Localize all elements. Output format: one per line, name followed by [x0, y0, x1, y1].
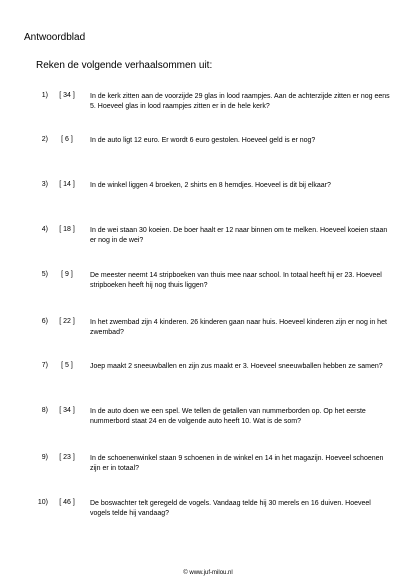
problem-3	[0, 181, 416, 211]
problem-answer: [ 5 ]	[61, 362, 73, 369]
problem-answer: [ 34 ]	[59, 407, 75, 414]
instruction-text: Reken de volgende verhaalsommen uit:	[36, 60, 213, 71]
problem-8	[0, 407, 416, 437]
problem-6	[0, 318, 416, 348]
problem-number: 8)	[41, 407, 48, 414]
problem-answer: [ 34 ]	[59, 92, 75, 99]
problem-answer: [ 23 ]	[59, 454, 75, 461]
problem-2	[0, 136, 416, 166]
problem-number: 4)	[41, 226, 48, 233]
problem-text: In de winkel liggen 4 broeken, 2 shirts en 8 hemdjes. Hoeveel is dit bij elkaar?	[90, 182, 331, 189]
page-title: Antwoordblad	[24, 32, 86, 43]
problem-text: In de wei staan 30 koeien. De boer haalt er 12 naar binnen om te melken. Hoeveel koeien staan er nog in de wei?	[90, 227, 388, 244]
problem-text: In de kerk zitten aan de voorzijde 29 glas in lood raampjes. Aan de achterzijde zitten er nog eens 5. Hoeveel glas in lood raampjes zitten er in de hele kerk?	[90, 93, 390, 110]
problem-answer: [ 6 ]	[61, 136, 73, 143]
problem-text: Joep maakt 2 sneeuwballen en zijn zus maakt er 3. Hoeveel sneeuwballen hebben ze samen?	[90, 363, 383, 370]
problem-text: De meester neemt 14 stripboeken van thuis mee naar school. In totaal heeft hij er 23. Hoeveel stripboeken heeft hij nog thuis liggen?	[90, 272, 382, 289]
problem-number: 10)	[37, 499, 48, 506]
problem-text: De boswachter telt geregeld de vogels. Vandaag telde hij 30 merels en 16 duiven. Hoeveel vogels telde hij vandaag?	[90, 500, 371, 517]
problem-answer: [ 18 ]	[59, 226, 75, 233]
footer-credit: © www.juf-milou.nl	[183, 570, 233, 576]
problem-text: In de auto doen we een spel. We tellen de getallen van nummerborden op. Op het eerste nummerbord staat 24 en de volgende auto heeft 10. Wat is de som?	[90, 408, 366, 425]
problem-answer: [ 9 ]	[61, 271, 73, 278]
problem-number: 3)	[41, 181, 48, 188]
problem-7	[0, 362, 416, 392]
problem-number: 9)	[41, 454, 48, 461]
problem-answer: [ 46 ]	[59, 499, 75, 506]
problem-number: 7)	[41, 362, 48, 369]
problem-9	[0, 454, 416, 484]
problem-number: 6)	[41, 318, 48, 325]
problem-text: In de schoenenwinkel staan 9 schoenen in de winkel en 14 in het magazijn. Hoeveel schoenen zijn er in totaal?	[90, 455, 384, 472]
problem-1	[0, 92, 416, 122]
problem-10	[0, 499, 416, 529]
problem-5	[0, 271, 416, 301]
problem-number: 5)	[41, 271, 48, 278]
problem-text: In het zwembad zijn 4 kinderen. 26 kinderen gaan naar huis. Hoeveel kinderen zijn er nog in het zwembad?	[90, 319, 387, 336]
problem-text: In de auto ligt 12 euro. Er wordt 6 euro gestolen. Hoeveel geld is er nog?	[90, 137, 316, 144]
problem-number: 2)	[41, 136, 48, 143]
problem-answer: [ 22 ]	[59, 318, 75, 325]
problem-4	[0, 226, 416, 256]
problem-number: 1)	[41, 92, 48, 99]
problem-answer: [ 14 ]	[59, 181, 75, 188]
